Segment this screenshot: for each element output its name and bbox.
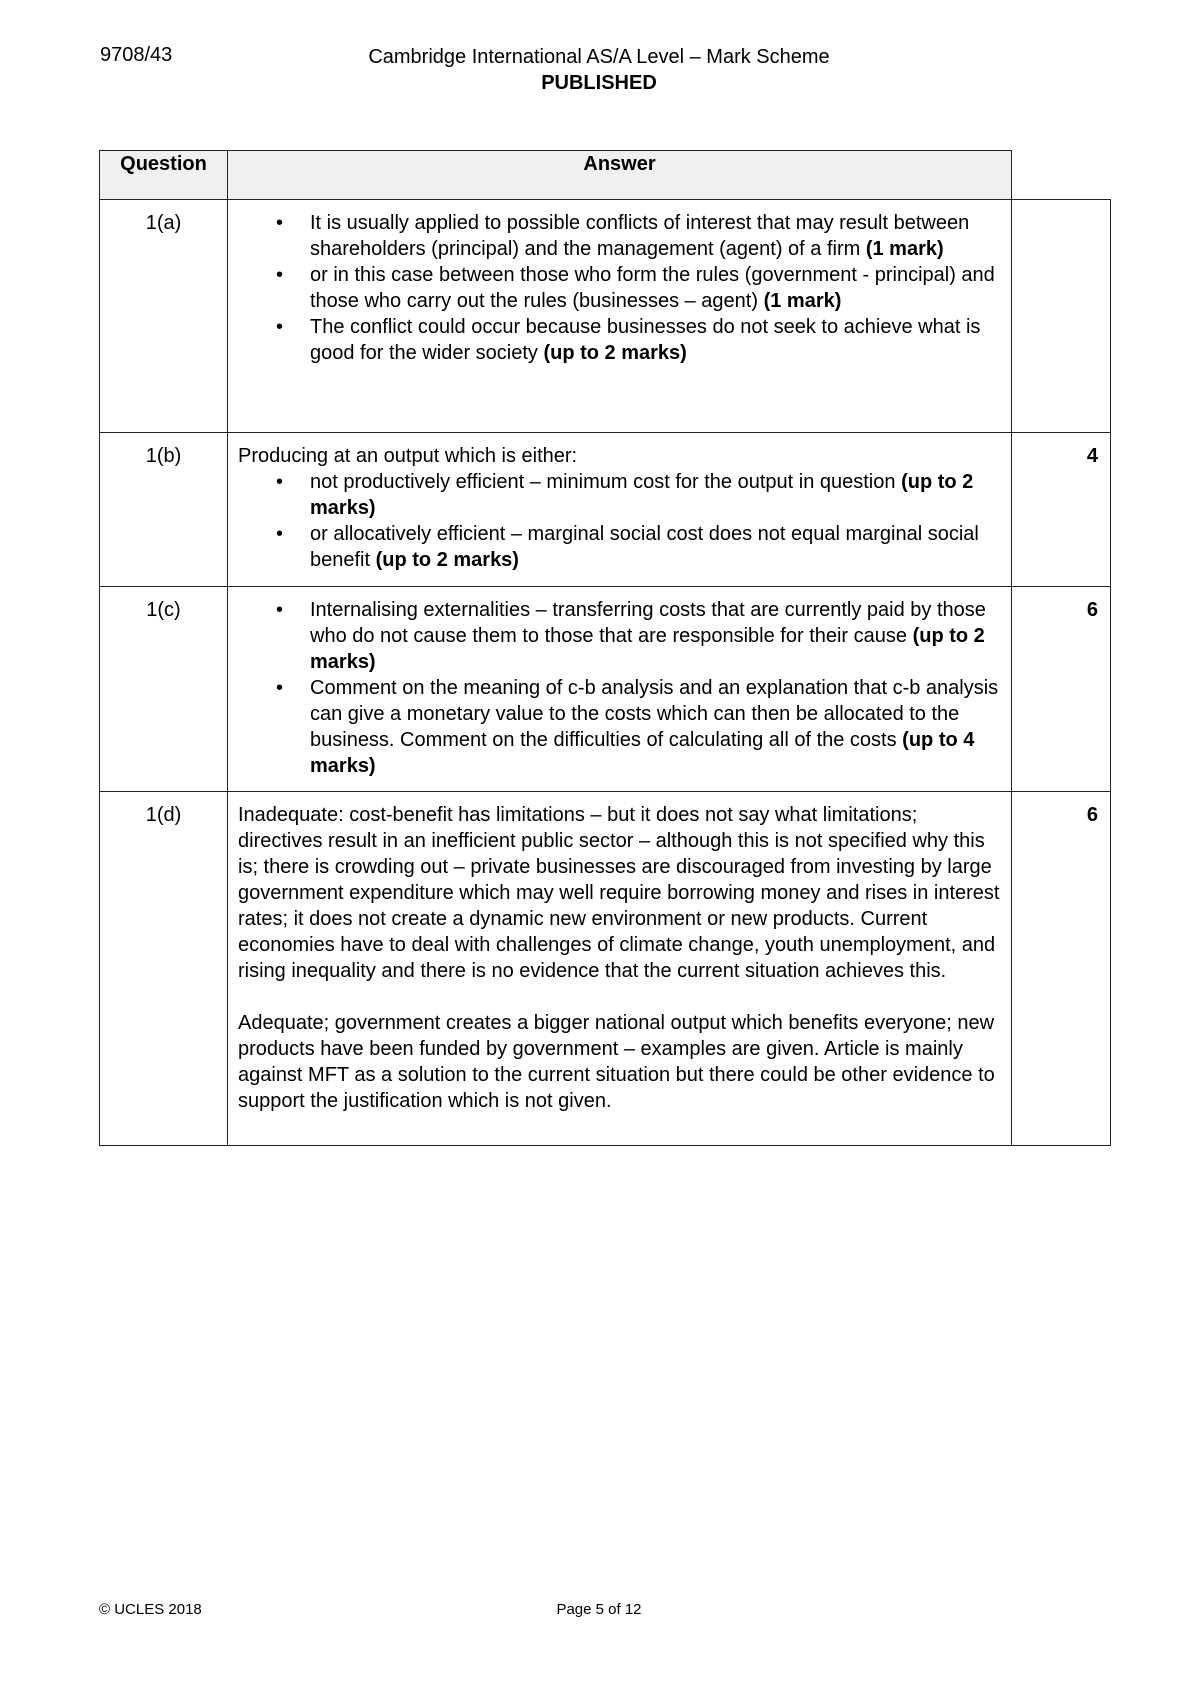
answer-intro: Producing at an output which is either: [238,445,578,467]
marks-cell: 4 [1012,433,1111,587]
answer-cell [228,200,1012,433]
bullet-text: The conflict could occur because businesses do not seek to achieve what is good for the wider society [310,316,981,364]
list-item [238,675,1001,779]
list-item [238,210,1001,262]
table-header-row [100,151,1111,200]
page-number: Page 5 of 12 [556,1601,642,1618]
column-header-question: Question [100,151,228,200]
list-item [238,597,1001,675]
bullet-text: It is usually applied to possible conflicts of interest that may result between shareholders (principal) and the management (agent) of a firm [310,212,970,260]
answer-bullet-list [238,210,1001,366]
mark-scheme-table [99,150,1111,1146]
marks-cell: 6 [1012,587,1111,792]
mark-allocation: (up to 2 marks) [310,471,974,519]
question-number: 1(b) [100,433,228,587]
bullet-text: Internalising externalities – transferring costs that are currently paid by those who do not cause them to those that are responsible for their cause [310,599,986,647]
answer-cell [228,792,1012,1146]
list-item [238,521,1001,573]
bullet-text: or allocatively efficient – marginal social cost does not equal marginal social benefit [310,523,979,571]
bullet-text: or in this case between those who form the rules (government - principal) and those who carry out the rules (businesses – agent) [310,264,995,312]
marks-cell: 6 [1012,792,1111,1146]
mark-allocation: (up to 2 marks) [543,342,687,364]
mark-allocation: (up to 2 marks) [375,549,519,571]
answer-bullet-list [238,469,1001,573]
mark-allocation: (1 mark) [865,238,944,260]
answer-paragraph-adequate: Adequate; government creates a bigger national output which benefits everyone; new products have been funded by government – examples are given. Article is mainly against MFT as a solution to the current situation but there could be other evidence to support the justification which is not given. [238,1012,995,1112]
mark-allocation: (up to 2 marks) [310,625,985,673]
paper-code: 9708/43 [100,44,173,66]
table-row [100,200,1111,433]
answer-paragraph-inadequate: Inadequate: cost-benefit has limitations – but it does not say what limitations; directives result in an inefficient public sector – although this is not specified why this is; there is crowding out – private businesses are discouraged from investing by large government expenditure which may well require borrowing money and rises in interest rates; it does not create a dynamic new environment or new products. Current economies have to deal with challenges of climate change, youth unemployment, and rising inequality and there is no evidence that the current situation achieves this. [238,804,1000,982]
column-header-answer: Answer [228,151,1012,200]
bullet-text: not productively efficient – minimum cost for the output in question [310,471,902,493]
table-row [100,792,1111,1146]
list-item [238,262,1001,314]
answer-bullet-list [238,597,1001,779]
marks-cell [1012,200,1111,433]
mark-allocation: (1 mark) [763,290,842,312]
answer-cell [228,433,1012,587]
mark-allocation: (up to 4 marks) [310,729,975,777]
published-label: PUBLISHED [541,72,657,94]
copyright-notice: © UCLES 2018 [99,1601,202,1618]
document-title: Cambridge International AS/A Level – Mark Scheme [368,46,830,68]
question-number: 1(a) [100,200,228,433]
column-header-marks [1012,151,1111,200]
question-number: 1(c) [100,587,228,792]
table-row [100,587,1111,792]
list-item [238,469,1001,521]
list-item [238,314,1001,366]
answer-cell [228,587,1012,792]
question-number: 1(d) [100,792,228,1146]
bullet-text: Comment on the meaning of c-b analysis and an explanation that c-b analysis can give a monetary value to the costs which can then be allocated to the business. Comment on the difficulties of calculating all of the costs [310,677,999,751]
table-row [100,433,1111,587]
document-header [0,44,1190,96]
